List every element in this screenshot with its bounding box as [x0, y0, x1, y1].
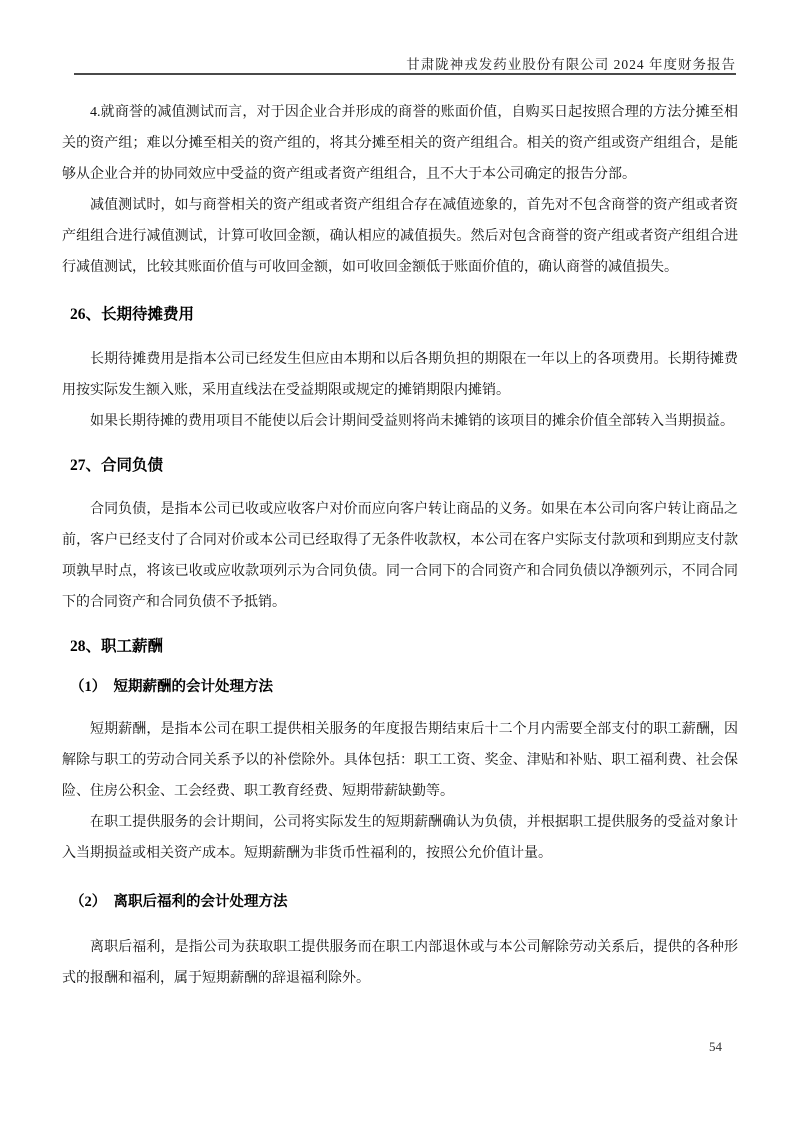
goodwill-impairment-paragraph-2: 减值测试时，如与商誉相关的资产组或者资产组组合存在减值迹象的，首先对不包含商誉的资产组或者资产组组合进行减值测试，计算可收回金额，确认相应的减值损失。然后对包含商誉的资产组或者资产组组合进行减值测试，比较其账面价值与可收回金额，如可收回金额低于账面价值的，确认商誉的减值损失。	[62, 198, 738, 275]
section-28-sub2-heading: （2） 离职后福利的会计处理方法	[70, 894, 288, 910]
section-26-paragraph-2: 如果长期待摊的费用项目不能使以后会计期间受益则将尚未摊销的该项目的摊余价值全部转入当期损益。	[90, 414, 734, 429]
section-26-paragraph-1: 长期待摊费用是指本公司已经发生但应由本期和以后各期负担的期限在一年以上的各项费用。长期待摊费用按实际发生额入账，采用直线法在受益期限或规定的摊销期限内摊销。	[62, 352, 738, 398]
page-content	[62, 97, 738, 994]
section-27-heading: 27、合同负债	[70, 457, 164, 474]
page-number: 54	[709, 1039, 722, 1054]
section-28-sub1-paragraph-1: 短期薪酬，是指本公司在职工提供相关服务的年度报告期结束后十二个月内需要全部支付的职工薪酬，因解除与职工的劳动合同关系予以的补偿除外。具体包括：职工工资、奖金、津贴和补贴、职工福利费、社会保险、住房公积金、工会经费、职工教育经费、短期带薪缺勤等。	[62, 722, 738, 799]
section-27-paragraph-1: 合同负债，是指本公司已收或应收客户对价而应向客户转让商品的义务。如果在本公司向客户转让商品之前，客户已经支付了合同对价或本公司已经取得了无条件收款权，本公司在客户实际支付款项和到期应支付款项孰早时点，将该已收或应收款项列示为合同负债。同一合同下的合同资产和合同负债以净额列示，不同合同下的合同资产和合同负债不予抵销。	[62, 502, 738, 610]
section-28-sub1-heading: （1） 短期薪酬的会计处理方法	[70, 679, 273, 695]
section-28-sub1-paragraph-2: 在职工提供服务的会计期间，公司将实际发生的短期薪酬确认为负债，并根据职工提供服务的受益对象计入当期损益或相关资产成本。短期薪酬为非货币性福利的，按照公允价值计量。	[62, 815, 738, 861]
report-header-title: 甘肃陇神戎发药业股份有限公司 2024 年度财务报告	[406, 57, 736, 72]
section-28-heading: 28、职工薪酬	[70, 638, 164, 655]
header-divider-rule	[74, 73, 736, 75]
goodwill-impairment-paragraph-1: 4.就商誉的减值测试而言，对于因企业合并形成的商誉的账面价值，自购买日起按照合理的方法分摊至相关的资产组；难以分摊至相关的资产组的，将其分摊至相关的资产组组合。相关的资产组或资产组组合，是能够从企业合并的协同效应中受益的资产组或者资产组组合，且不大于本公司确定的报告分部。	[62, 105, 738, 182]
section-28-sub2-paragraph-1: 离职后福利，是指公司为获取职工提供服务而在职工内部退休或与本公司解除劳动关系后，提供的各种形式的报酬和福利，属于短期薪酬的辞退福利除外。	[62, 940, 738, 986]
section-26-heading: 26、长期待摊费用	[70, 306, 195, 323]
